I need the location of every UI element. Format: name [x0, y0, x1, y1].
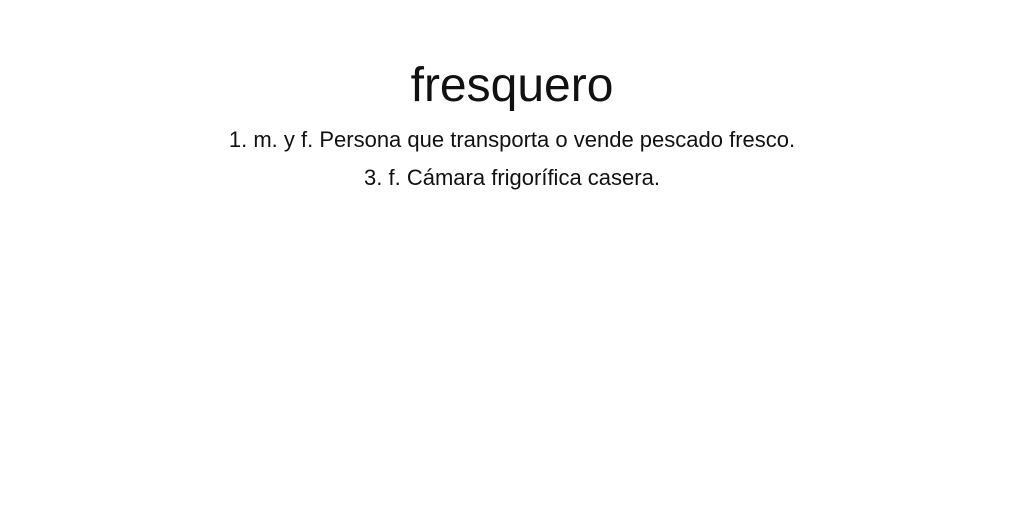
definition-list [0, 114, 1024, 197]
definition-3: 3. f. Cámara frigorífica casera. [364, 165, 660, 190]
definition-1: 1. m. y f. Persona que transporta o vende pescado fresco. [228, 127, 796, 152]
headword-title: fresquero [410, 59, 614, 112]
dictionary-entry [0, 0, 1024, 197]
